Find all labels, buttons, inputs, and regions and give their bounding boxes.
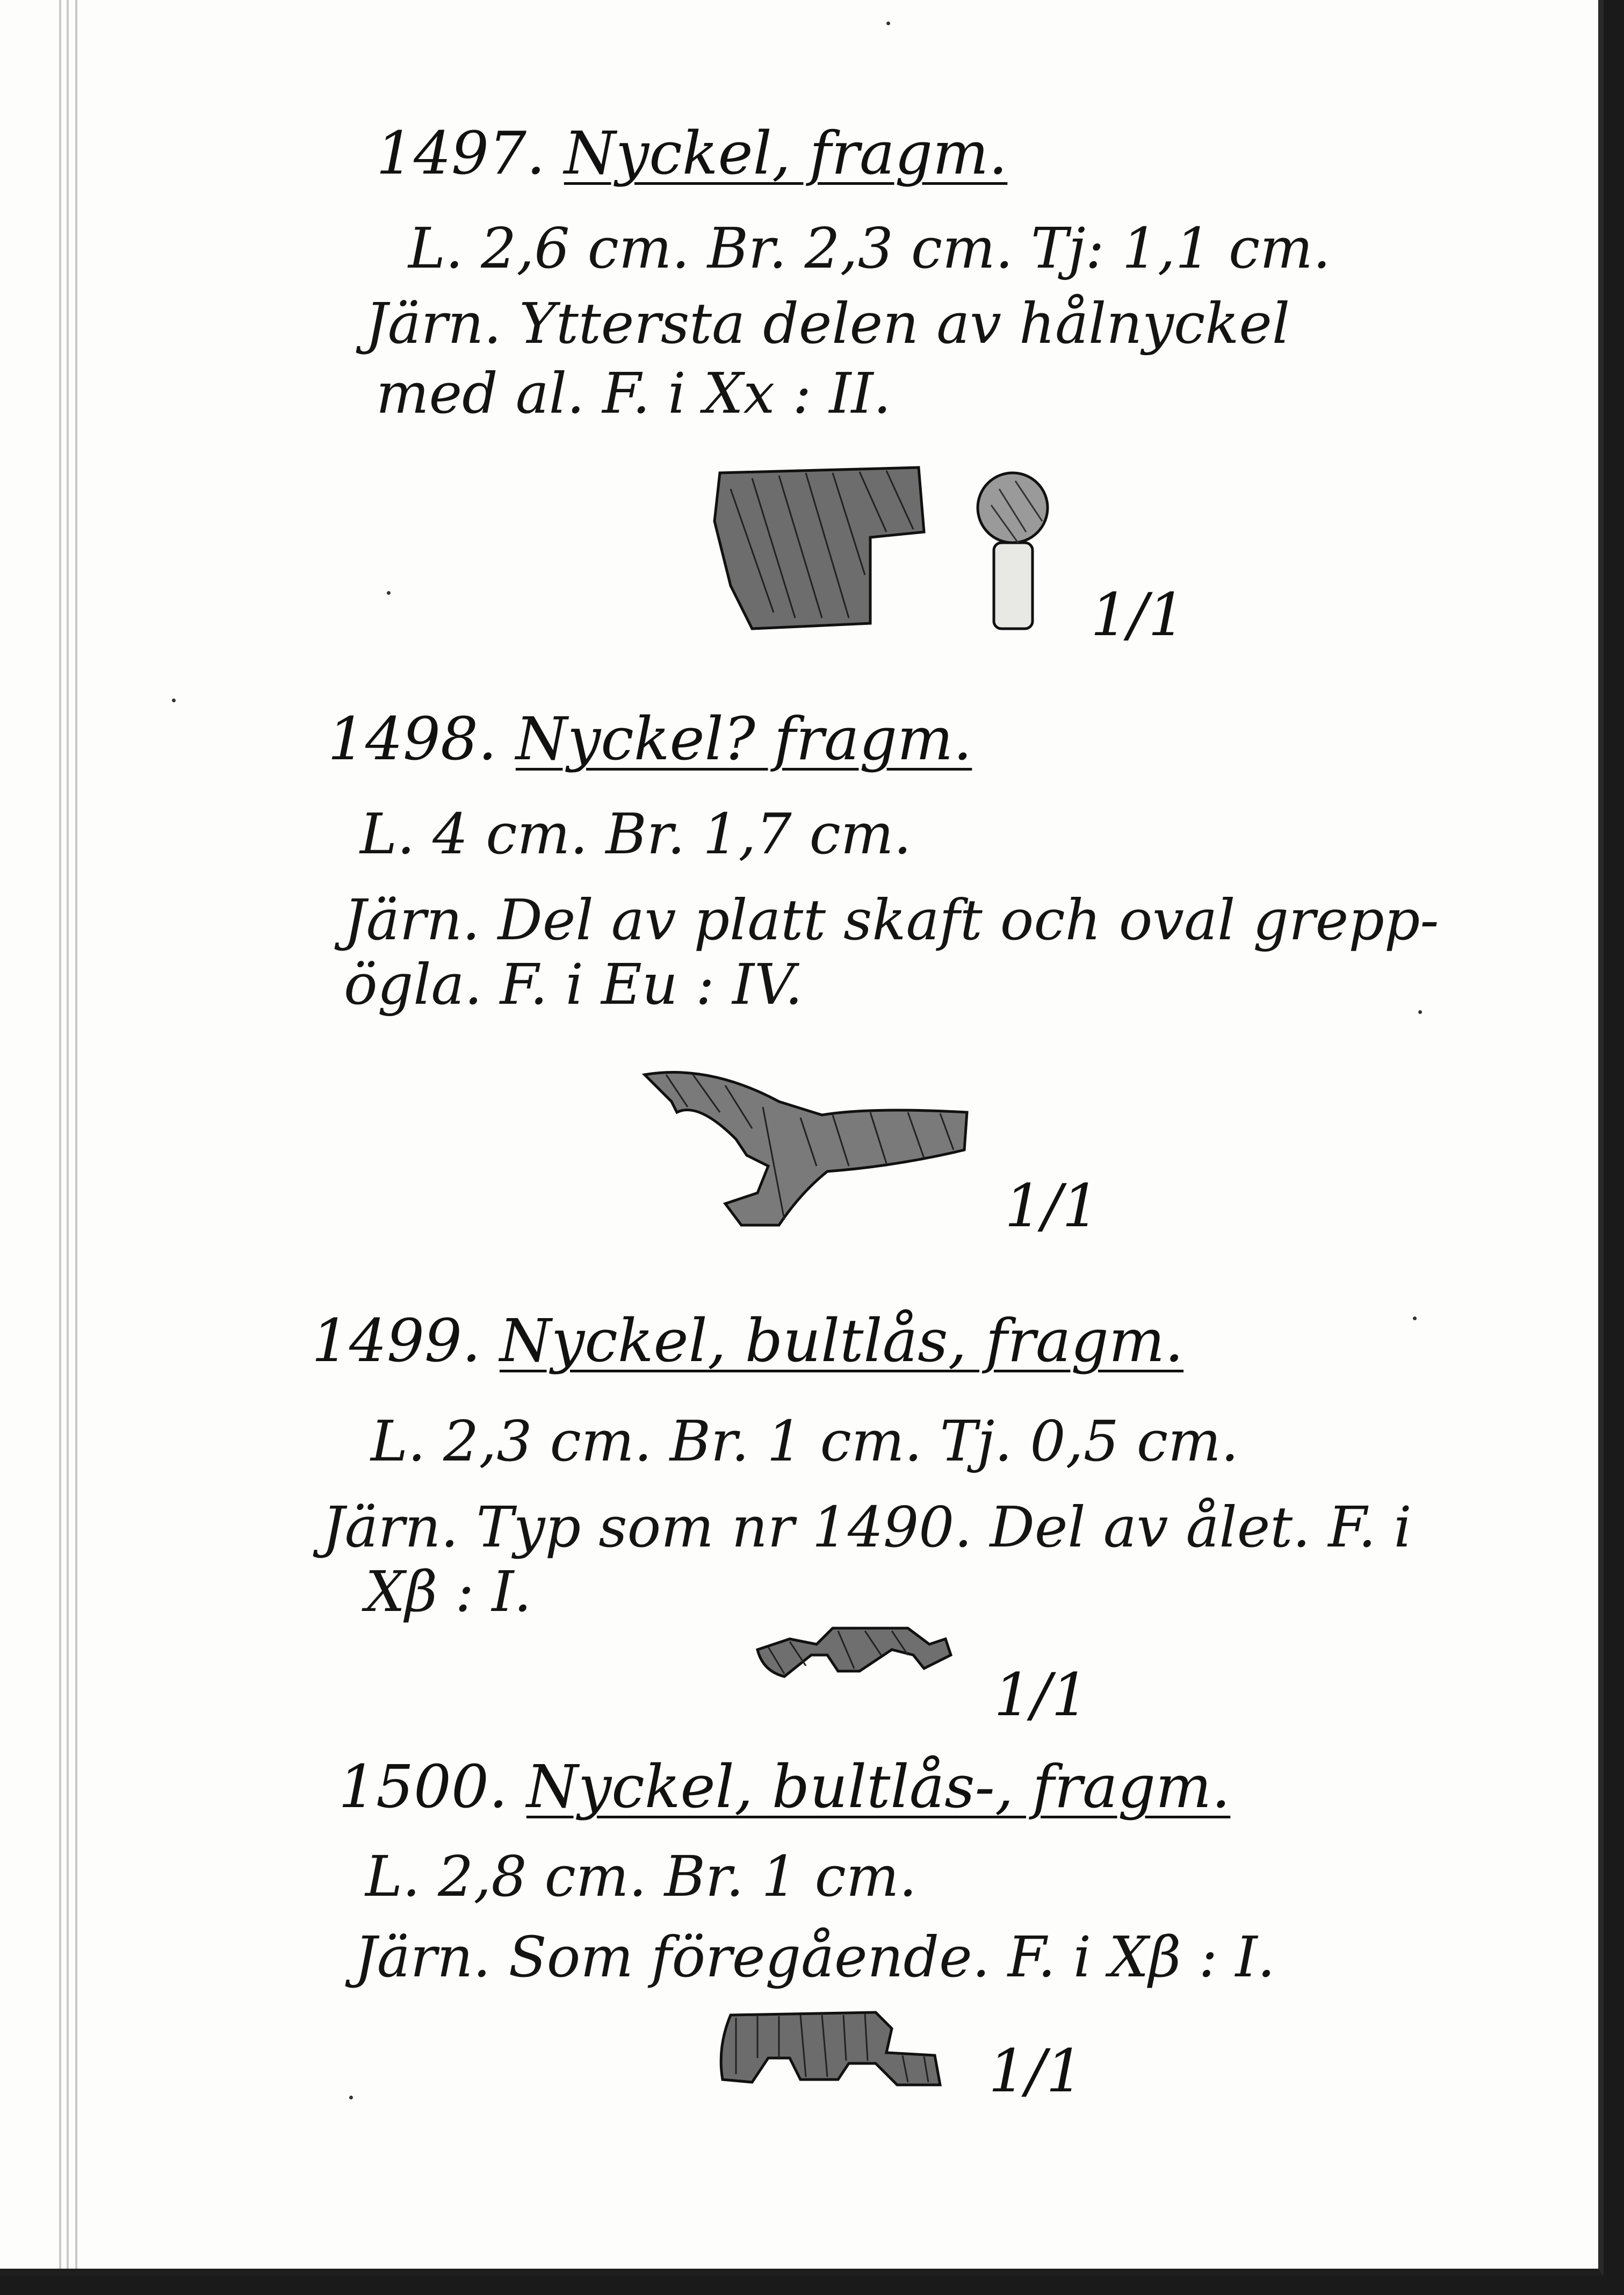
entry-description: Järn. Del av platt skaft och oval grepp- [344,887,1439,953]
page-stack-edge [67,0,69,2269]
entry-measurements: L. 2,6 cm. Br. 2,3 cm. Tj: 1,1 cm. [408,215,1331,281]
key-end-view-sketch [967,467,1064,634]
key-fragment-sketch [714,2004,945,2090]
key-fragment-sketch [752,1617,956,1687]
paper-speck [387,591,391,595]
scale-label: 1/1 [988,2037,1084,2105]
entry-find-location: Xβ : I. [365,1559,532,1624]
scale-label: 1/1 [994,1660,1089,1729]
entry-name: Nyckel, bultlås-, fragm. [526,1752,1231,1821]
entry-name: Nyckel? fragm. [515,704,972,773]
paper-speck [886,21,890,25]
entry-number: 1498. [328,704,497,773]
paper-speck [172,699,176,702]
key-fragment-sketch [645,1064,978,1236]
entry-number: 1497. [376,119,545,188]
entry-find-location: med al. F. i Xx : II. [376,361,891,426]
paper-speck [1418,1010,1422,1014]
entry-measurements: L. 2,3 cm. Br. 1 cm. Tj. 0,5 cm. [371,1408,1239,1474]
entry-description: Järn. Typ som nr 1490. Del av ålet. F. i [322,1494,1412,1560]
entry-description: Järn. Som föregående. F. i Xβ : I. [355,1924,1275,1990]
entry-heading [328,704,972,773]
scale-label: 1/1 [1005,1171,1100,1240]
key-fragment-sketch [709,457,945,634]
paper-speck [349,2096,353,2099]
scale-label: 1/1 [1091,580,1186,649]
paper-speck [1413,1316,1417,1320]
entry-description: Järn. Yttersta delen av hålnyckel [365,291,1290,356]
entry-measurements: L. 4 cm. Br. 1,7 cm. [360,801,912,867]
page-stack-edge [75,0,77,2269]
page-stack-edge [59,0,61,2269]
entry-heading [376,119,1008,188]
entry-find-location: ögla. F. i Eu : IV. [344,952,803,1017]
entry-measurements: L. 2,8 cm. Br. 1 cm. [365,1844,917,1909]
entry-name: Nyckel, fragm. [564,119,1008,188]
entry-heading [338,1752,1231,1821]
entry-number: 1499. [312,1306,481,1375]
entry-number: 1500. [338,1752,508,1821]
entry-name: Nyckel, bultlås, fragm. [499,1306,1184,1375]
entry-heading [312,1306,1184,1375]
